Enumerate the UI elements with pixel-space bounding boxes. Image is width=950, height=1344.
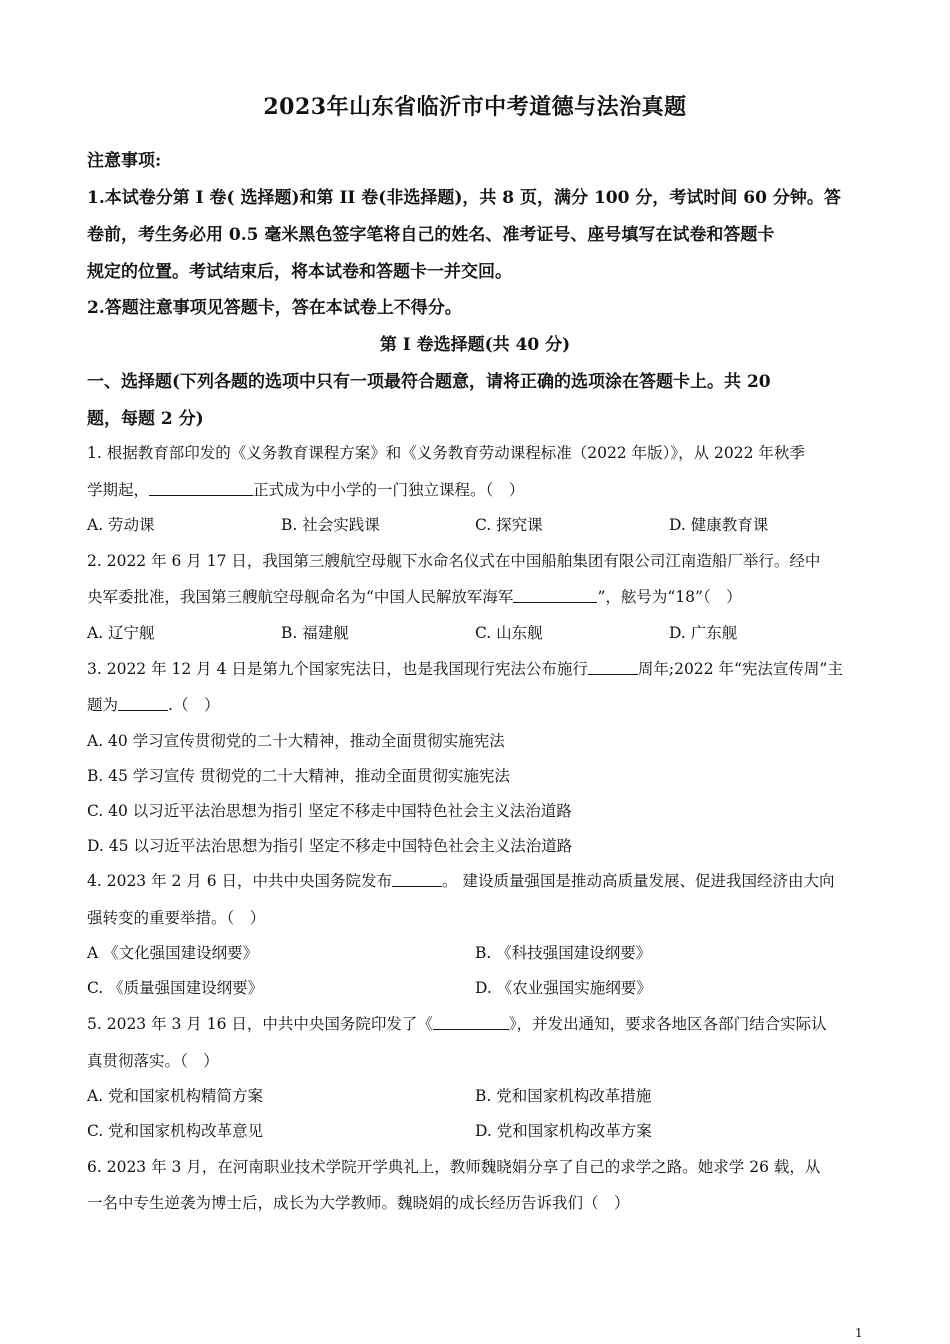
- q2-stem-line-1: 2. 2022 年 6 月 17 日，我国第三艘航空母舰下水命名仪式在中国船舶集团有限公司江南造船厂举行。经中: [87, 552, 821, 570]
- q3-stem-line-1: 3. 2022 年 12 月 4 日是第九个国家宪法日，也是我国现行宪法公布施行 周年;2022 年“宪法宣传周”主: [87, 660, 843, 678]
- notice-item-1-line-2: 卷前，考生务必用 0.5 毫米黑色签字笔将自己的姓名、准考证号、座号填写在试卷和答题卡: [87, 225, 775, 245]
- q2-option-b: B. 福建舰: [281, 624, 349, 642]
- answer-blank: [433, 1015, 509, 1030]
- part1-heading: 第 I 卷选择题(共 40 分): [379, 335, 571, 355]
- notice-label: 注意事项:: [87, 151, 162, 171]
- q1-option-c: C. 探究课: [475, 516, 543, 534]
- q1-option-a: A. 劳动课: [87, 516, 155, 534]
- answer-blank: [149, 481, 253, 496]
- q5-stem-line-2: 真贯彻落实。（ ）: [87, 1052, 219, 1070]
- q5-option-d: D. 党和国家机构改革方案: [475, 1122, 652, 1140]
- section1-line-2: 题，每题 2 分): [87, 409, 204, 429]
- q2-option-c: C. 山东舰: [475, 624, 543, 642]
- answer-blank: [588, 660, 638, 675]
- q3-option-a: A. 40 学习宣传贯彻党的二十大精神，推动全面贯彻实施宪法: [87, 732, 505, 750]
- q1-stem-line-2: 学期起， 正式成为中小学的一门独立课程。（ ）: [87, 481, 525, 499]
- q3-option-c: C. 40 以习近平法治思想为指引 坚定不移走中国特色社会主义法治道路: [87, 802, 572, 820]
- q2-option-d: D. 广东舰: [669, 624, 738, 642]
- q4-option-d: D. 《农业强国实施纲要》: [475, 979, 652, 997]
- q6-stem-line-1: 6. 2023 年 3 月，在河南职业技术学院开学典礼上，教师魏晓娟分享了自己的求学之路。她求学 26 载，从: [87, 1158, 821, 1176]
- answer-blank: [392, 872, 442, 887]
- section1-line-1: 一、选择题(下列各题的选项中只有一项最符合题意，请将正确的选项涂在答题卡上。共 20: [87, 372, 771, 392]
- q2-option-a: A. 辽宁舰: [87, 624, 155, 642]
- q5-option-c: C. 党和国家机构改革意见: [87, 1122, 264, 1140]
- q4-stem-line-1: 4. 2023 年 2 月 6 日，中共中央国务院发布 。 建设质量强国是推动高质量发展、促进我国经济由大向: [87, 872, 835, 890]
- q5-stem-line-1: 5. 2023 年 3 月 16 日，中共中央国务院印发了《 》，并发出通知，要求各地区各部门结合实际认: [87, 1015, 827, 1033]
- q1-option-d: D. 健康教育课: [669, 516, 769, 534]
- q3-stem-line-2: 题为 .（ ）: [87, 696, 220, 714]
- q5-option-b: B. 党和国家机构改革措施: [475, 1087, 652, 1105]
- q2-stem-line-2: 央军委批准，我国第三艘航空母舰命名为“中国人民解放军海军 ”，舷号为“18”（ ）: [87, 588, 742, 606]
- q6-stem-line-2: 一名中专生逆袭为博士后，成长为大学教师。魏晓娟的成长经历告诉我们（ ）: [87, 1194, 630, 1212]
- q4-option-b: B. 《科技强国建设纲要》: [475, 944, 652, 962]
- q4-option-a: A 《文化强国建设纲要》: [87, 944, 259, 962]
- q1-stem-line-1: 1. 根据教育部印发的《义务教育课程方案》和《义务教育劳动课程标准（2022 年版）》，从 2022 年秋季: [87, 444, 805, 462]
- page-title: 2023年山东省临沂市中考道德与法治真题: [263, 94, 687, 120]
- q5-option-a: A. 党和国家机构精简方案: [87, 1087, 264, 1105]
- q3-option-b: B. 45 学习宣传 贯彻党的二十大精神，推动全面贯彻实施宪法: [87, 767, 510, 785]
- page-number: 1: [855, 1326, 863, 1340]
- notice-item-1-line-1: 1.本试卷分第 I 卷( 选择题)和第 II 卷(非选择题)，共 8 页，满分 100 分，考试时间 60 分钟。答: [87, 188, 841, 208]
- q1-option-b: B. 社会实践课: [281, 516, 380, 534]
- q3-option-d: D. 45 以习近平法治思想为指引 坚定不移走中国特色社会主义法治道路: [87, 837, 573, 855]
- q4-stem-line-2: 强转变的重要举措。（ ）: [87, 909, 266, 927]
- q4-option-c: C. 《质量强国建设纲要》: [87, 979, 264, 997]
- answer-blank: [513, 588, 597, 603]
- notice-item-2: 2.答题注意事项见答题卡，答在本试卷上不得分。: [87, 298, 462, 318]
- notice-item-1-line-3: 规定的位置。考试结束后，将本试卷和答题卡一并交回。: [87, 262, 512, 282]
- answer-blank: [118, 696, 168, 711]
